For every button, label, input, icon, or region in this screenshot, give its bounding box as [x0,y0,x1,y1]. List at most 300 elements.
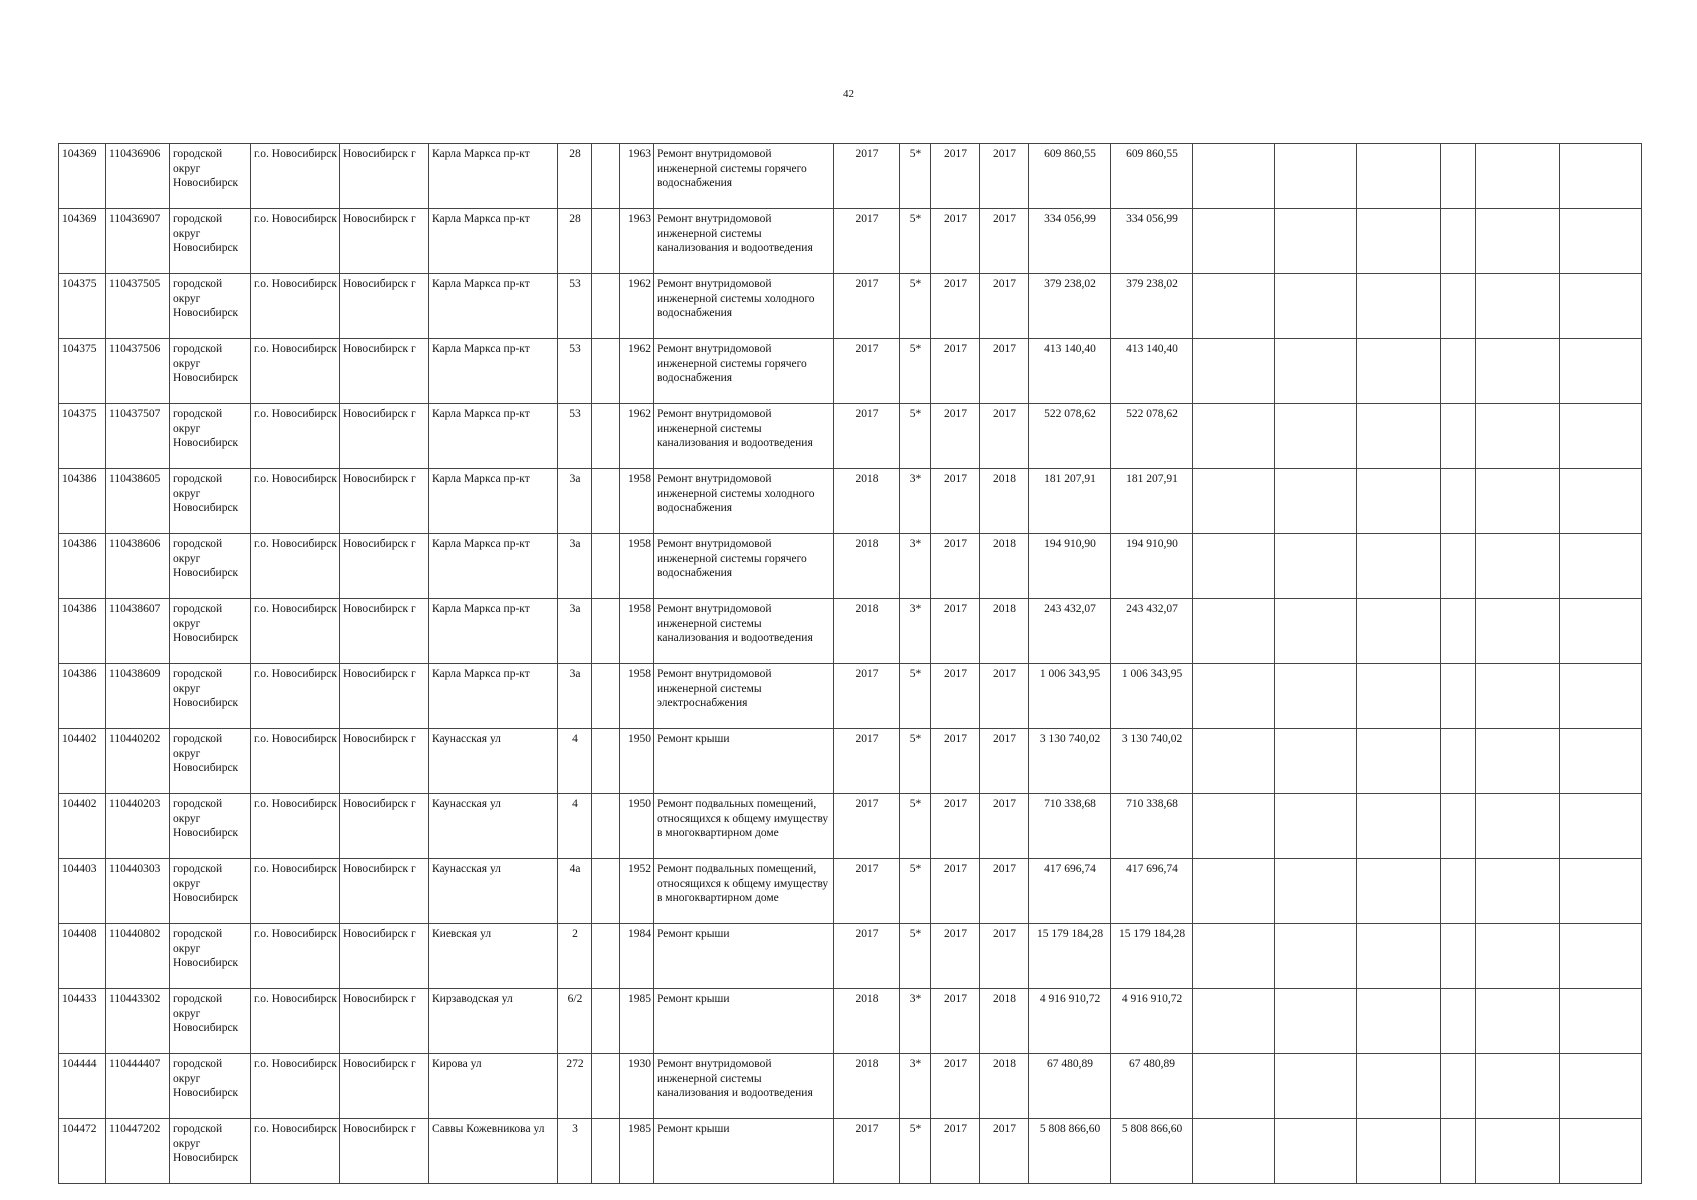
cell-municipality-short: г.о. Новосибирск [251,664,340,729]
cell-empty-col-3 [1357,859,1441,924]
cell-work-id: 110436907 [106,209,170,274]
table-row [59,469,1642,534]
page-number: 42 [843,88,854,100]
cell-work-id: 110438607 [106,599,170,664]
cell-end-year: 2017 [980,339,1029,404]
table-row [59,274,1642,339]
cell-municipality-short: г.о. Новосибирск [251,339,340,404]
cell-record-id: 104386 [59,534,106,599]
cell-start-year: 2017 [931,989,980,1054]
cell-start-year: 2017 [931,274,980,339]
cell-settlement: Новосибирск г [340,924,429,989]
cell-work-id: 110440802 [106,924,170,989]
cell-record-id: 104386 [59,599,106,664]
table-row [59,924,1642,989]
cell-work-type: Ремонт внутридомовой инженерной системы холодного водоснабжения [654,274,834,339]
cell-plan-year: 2018 [834,989,900,1054]
cell-start-year: 2017 [931,1054,980,1119]
cell-empty-col-6 [1560,209,1642,274]
cell-empty-col-1 [1193,469,1275,534]
cell-end-year: 2018 [980,989,1029,1054]
cell-empty-col-4 [1441,729,1476,794]
cell-empty-col-6 [1560,534,1642,599]
cell-house-number: 4 [558,794,592,859]
cell-construction-year: 1950 [620,729,654,794]
cell-start-year: 2017 [931,1119,980,1184]
cell-empty-col-4 [1441,859,1476,924]
table-row [59,209,1642,274]
cell-municipality: городской округ Новосибирск [170,729,251,794]
cell-empty-col-5 [1476,859,1560,924]
cell-municipality-short: г.о. Новосибирск [251,729,340,794]
cell-work-type: Ремонт крыши [654,924,834,989]
cell-settlement: Новосибирск г [340,794,429,859]
cell-municipality-short: г.о. Новосибирск [251,1119,340,1184]
cell-plan-year: 2017 [834,1119,900,1184]
cell-end-year: 2017 [980,794,1029,859]
cell-empty-col-6 [1560,794,1642,859]
cell-street: Каунасская ул [429,794,558,859]
cell-start-year: 2017 [931,339,980,404]
table-row [59,339,1642,404]
cell-building-block [592,404,620,469]
cell-municipality-short: г.о. Новосибирск [251,209,340,274]
cell-end-year: 2018 [980,469,1029,534]
cell-total-cost: 67 480,89 [1029,1054,1111,1119]
cell-building-block [592,599,620,664]
cell-start-year: 2017 [931,534,980,599]
cell-priority: 5* [900,794,931,859]
cell-priority: 3* [900,1054,931,1119]
cell-record-id: 104408 [59,924,106,989]
cell-end-year: 2017 [980,664,1029,729]
cell-empty-col-5 [1476,534,1560,599]
cell-end-year: 2017 [980,859,1029,924]
cell-total-cost: 4 916 910,72 [1029,989,1111,1054]
cell-empty-col-5 [1476,469,1560,534]
cell-priority: 3* [900,469,931,534]
cell-total-cost: 379 238,02 [1029,274,1111,339]
cell-empty-col-3 [1357,1054,1441,1119]
table-row [59,1119,1642,1184]
cell-street: Карла Маркса пр-кт [429,469,558,534]
cell-fund-cost: 609 860,55 [1111,144,1193,209]
cell-construction-year: 1984 [620,924,654,989]
cell-plan-year: 2017 [834,274,900,339]
cell-municipality-short: г.о. Новосибирск [251,534,340,599]
cell-record-id: 104386 [59,664,106,729]
cell-construction-year: 1962 [620,339,654,404]
cell-settlement: Новосибирск г [340,534,429,599]
cell-municipality-short: г.о. Новосибирск [251,404,340,469]
cell-priority: 3* [900,989,931,1054]
cell-total-cost: 609 860,55 [1029,144,1111,209]
cell-priority: 5* [900,729,931,794]
cell-end-year: 2017 [980,209,1029,274]
cell-work-id: 110437507 [106,404,170,469]
cell-empty-col-6 [1560,339,1642,404]
cell-empty-col-3 [1357,469,1441,534]
cell-empty-col-2 [1275,859,1357,924]
cell-construction-year: 1962 [620,404,654,469]
cell-empty-col-2 [1275,1119,1357,1184]
cell-municipality-short: г.о. Новосибирск [251,989,340,1054]
cell-empty-col-5 [1476,1054,1560,1119]
cell-fund-cost: 417 696,74 [1111,859,1193,924]
cell-record-id: 104369 [59,144,106,209]
cell-priority: 5* [900,404,931,469]
cell-priority: 5* [900,339,931,404]
cell-empty-col-4 [1441,274,1476,339]
cell-house-number: 53 [558,339,592,404]
cell-fund-cost: 1 006 343,95 [1111,664,1193,729]
cell-house-number: 272 [558,1054,592,1119]
cell-municipality: городской округ Новосибирск [170,664,251,729]
cell-municipality-short: г.о. Новосибирск [251,469,340,534]
cell-plan-year: 2017 [834,729,900,794]
cell-building-block [592,924,620,989]
cell-house-number: 28 [558,144,592,209]
cell-empty-col-3 [1357,924,1441,989]
cell-priority: 5* [900,209,931,274]
cell-municipality: городской округ Новосибирск [170,339,251,404]
cell-work-type: Ремонт подвальных помещений, относящихся к общему имуществу в многоквартирном доме [654,859,834,924]
cell-fund-cost: 413 140,40 [1111,339,1193,404]
cell-empty-col-1 [1193,339,1275,404]
cell-empty-col-2 [1275,664,1357,729]
cell-work-id: 110440203 [106,794,170,859]
cell-construction-year: 1958 [620,534,654,599]
cell-street: Киевская ул [429,924,558,989]
cell-building-block [592,859,620,924]
cell-house-number: 53 [558,404,592,469]
cell-empty-col-2 [1275,274,1357,339]
cell-empty-col-2 [1275,599,1357,664]
cell-empty-col-5 [1476,599,1560,664]
cell-record-id: 104386 [59,469,106,534]
cell-total-cost: 5 808 866,60 [1029,1119,1111,1184]
cell-empty-col-4 [1441,339,1476,404]
cell-work-id: 110438609 [106,664,170,729]
cell-start-year: 2017 [931,859,980,924]
cell-fund-cost: 4 916 910,72 [1111,989,1193,1054]
cell-construction-year: 1958 [620,469,654,534]
cell-municipality: городской округ Новосибирск [170,924,251,989]
table-row [59,794,1642,859]
cell-municipality: городской округ Новосибирск [170,534,251,599]
cell-work-type: Ремонт внутридомовой инженерной системы электроснабжения [654,664,834,729]
cell-priority: 5* [900,274,931,339]
cell-empty-col-2 [1275,209,1357,274]
cell-work-type: Ремонт внутридомовой инженерной системы горячего водоснабжения [654,534,834,599]
cell-plan-year: 2017 [834,664,900,729]
cell-work-type: Ремонт внутридомовой инженерной системы горячего водоснабжения [654,144,834,209]
cell-work-type: Ремонт крыши [654,729,834,794]
cell-building-block [592,729,620,794]
cell-house-number: 6/2 [558,989,592,1054]
cell-municipality: городской округ Новосибирск [170,1119,251,1184]
cell-plan-year: 2017 [834,924,900,989]
cell-empty-col-4 [1441,209,1476,274]
cell-empty-col-6 [1560,274,1642,339]
table-row [59,599,1642,664]
cell-empty-col-4 [1441,534,1476,599]
cell-empty-col-1 [1193,664,1275,729]
cell-start-year: 2017 [931,404,980,469]
cell-building-block [592,469,620,534]
cell-municipality: городской округ Новосибирск [170,794,251,859]
cell-work-type: Ремонт подвальных помещений, относящихся к общему имуществу в многоквартирном доме [654,794,834,859]
cell-end-year: 2017 [980,729,1029,794]
cell-empty-col-5 [1476,339,1560,404]
cell-start-year: 2017 [931,144,980,209]
cell-municipality-short: г.о. Новосибирск [251,859,340,924]
cell-empty-col-3 [1357,664,1441,729]
register-table-body [59,144,1642,1184]
cell-work-id: 110444407 [106,1054,170,1119]
cell-empty-col-6 [1560,664,1642,729]
cell-empty-col-1 [1193,1054,1275,1119]
cell-end-year: 2018 [980,1054,1029,1119]
cell-settlement: Новосибирск г [340,339,429,404]
cell-settlement: Новосибирск г [340,729,429,794]
cell-municipality: городской округ Новосибирск [170,404,251,469]
cell-record-id: 104403 [59,859,106,924]
cell-empty-col-6 [1560,144,1642,209]
cell-municipality-short: г.о. Новосибирск [251,794,340,859]
cell-work-type: Ремонт внутридомовой инженерной системы горячего водоснабжения [654,339,834,404]
table-row [59,534,1642,599]
cell-plan-year: 2017 [834,209,900,274]
cell-work-type: Ремонт внутридомовой инженерной системы холодного водоснабжения [654,469,834,534]
cell-construction-year: 1962 [620,274,654,339]
cell-empty-col-3 [1357,534,1441,599]
cell-end-year: 2018 [980,599,1029,664]
cell-priority: 3* [900,534,931,599]
cell-plan-year: 2018 [834,469,900,534]
cell-house-number: 53 [558,274,592,339]
cell-house-number: 3а [558,469,592,534]
cell-total-cost: 3 130 740,02 [1029,729,1111,794]
table-row [59,1054,1642,1119]
cell-empty-col-4 [1441,989,1476,1054]
cell-municipality-short: г.о. Новосибирск [251,274,340,339]
cell-construction-year: 1952 [620,859,654,924]
cell-empty-col-2 [1275,729,1357,794]
cell-work-id: 110447202 [106,1119,170,1184]
cell-municipality: городской округ Новосибирск [170,469,251,534]
cell-empty-col-6 [1560,729,1642,794]
cell-fund-cost: 379 238,02 [1111,274,1193,339]
cell-municipality: городской округ Новосибирск [170,989,251,1054]
cell-total-cost: 243 432,07 [1029,599,1111,664]
cell-total-cost: 181 207,91 [1029,469,1111,534]
table-row [59,989,1642,1054]
cell-empty-col-3 [1357,599,1441,664]
cell-fund-cost: 334 056,99 [1111,209,1193,274]
cell-municipality: городской округ Новосибирск [170,859,251,924]
cell-house-number: 3 [558,1119,592,1184]
cell-plan-year: 2017 [834,144,900,209]
cell-priority: 5* [900,859,931,924]
cell-municipality: городской округ Новосибирск [170,274,251,339]
cell-work-id: 110443302 [106,989,170,1054]
cell-total-cost: 413 140,40 [1029,339,1111,404]
cell-settlement: Новосибирск г [340,989,429,1054]
cell-empty-col-4 [1441,1119,1476,1184]
cell-total-cost: 522 078,62 [1029,404,1111,469]
cell-empty-col-3 [1357,1119,1441,1184]
cell-house-number: 28 [558,209,592,274]
cell-work-id: 110437506 [106,339,170,404]
cell-house-number: 3а [558,534,592,599]
cell-street: Кирзаводская ул [429,989,558,1054]
cell-empty-col-1 [1193,599,1275,664]
cell-work-type: Ремонт внутридомовой инженерной системы канализования и водоотведения [654,404,834,469]
cell-empty-col-5 [1476,274,1560,339]
cell-settlement: Новосибирск г [340,859,429,924]
cell-priority: 5* [900,144,931,209]
cell-house-number: 2 [558,924,592,989]
cell-empty-col-2 [1275,469,1357,534]
cell-record-id: 104375 [59,274,106,339]
table-row [59,404,1642,469]
cell-empty-col-6 [1560,859,1642,924]
cell-record-id: 104369 [59,209,106,274]
cell-building-block [592,144,620,209]
cell-empty-col-4 [1441,794,1476,859]
cell-empty-col-5 [1476,924,1560,989]
cell-record-id: 104375 [59,339,106,404]
cell-empty-col-4 [1441,404,1476,469]
cell-empty-col-2 [1275,404,1357,469]
cell-empty-col-1 [1193,534,1275,599]
cell-empty-col-3 [1357,794,1441,859]
cell-empty-col-5 [1476,664,1560,729]
cell-construction-year: 1985 [620,1119,654,1184]
cell-record-id: 104433 [59,989,106,1054]
cell-total-cost: 1 006 343,95 [1029,664,1111,729]
cell-building-block [592,534,620,599]
cell-empty-col-3 [1357,339,1441,404]
cell-plan-year: 2018 [834,534,900,599]
cell-plan-year: 2018 [834,599,900,664]
cell-settlement: Новосибирск г [340,274,429,339]
cell-work-id: 110437505 [106,274,170,339]
cell-building-block [592,274,620,339]
cell-total-cost: 15 179 184,28 [1029,924,1111,989]
cell-work-id: 110440202 [106,729,170,794]
cell-plan-year: 2018 [834,1054,900,1119]
cell-start-year: 2017 [931,794,980,859]
cell-house-number: 3а [558,664,592,729]
cell-end-year: 2018 [980,534,1029,599]
cell-start-year: 2017 [931,924,980,989]
cell-empty-col-4 [1441,664,1476,729]
table-row [59,664,1642,729]
cell-municipality-short: г.о. Новосибирск [251,1054,340,1119]
cell-total-cost: 710 338,68 [1029,794,1111,859]
cell-street: Карла Маркса пр-кт [429,339,558,404]
cell-settlement: Новосибирск г [340,144,429,209]
cell-plan-year: 2017 [834,404,900,469]
cell-empty-col-1 [1193,794,1275,859]
cell-empty-col-1 [1193,274,1275,339]
cell-construction-year: 1963 [620,209,654,274]
cell-house-number: 4 [558,729,592,794]
cell-building-block [592,794,620,859]
cell-construction-year: 1963 [620,144,654,209]
cell-work-id: 110438605 [106,469,170,534]
cell-end-year: 2017 [980,924,1029,989]
cell-empty-col-5 [1476,989,1560,1054]
cell-construction-year: 1958 [620,599,654,664]
cell-empty-col-6 [1560,404,1642,469]
cell-work-id: 110438606 [106,534,170,599]
cell-end-year: 2017 [980,1119,1029,1184]
cell-empty-col-5 [1476,729,1560,794]
cell-empty-col-2 [1275,1054,1357,1119]
cell-empty-col-2 [1275,339,1357,404]
cell-fund-cost: 15 179 184,28 [1111,924,1193,989]
table-row [59,859,1642,924]
cell-empty-col-6 [1560,469,1642,534]
cell-empty-col-3 [1357,209,1441,274]
cell-plan-year: 2017 [834,339,900,404]
cell-start-year: 2017 [931,729,980,794]
cell-empty-col-3 [1357,274,1441,339]
cell-street: Каунасская ул [429,859,558,924]
cell-empty-col-5 [1476,209,1560,274]
cell-start-year: 2017 [931,664,980,729]
cell-empty-col-1 [1193,404,1275,469]
register-table [58,143,1642,1184]
cell-street: Карла Маркса пр-кт [429,534,558,599]
cell-house-number: 4а [558,859,592,924]
cell-settlement: Новосибирск г [340,664,429,729]
cell-municipality-short: г.о. Новосибирск [251,144,340,209]
cell-fund-cost: 3 130 740,02 [1111,729,1193,794]
cell-empty-col-1 [1193,209,1275,274]
cell-building-block [592,664,620,729]
cell-priority: 5* [900,1119,931,1184]
cell-street: Саввы Кожевникова ул [429,1119,558,1184]
cell-work-type: Ремонт крыши [654,1119,834,1184]
cell-fund-cost: 5 808 866,60 [1111,1119,1193,1184]
cell-building-block [592,989,620,1054]
cell-municipality: городской округ Новосибирск [170,209,251,274]
cell-empty-col-4 [1441,1054,1476,1119]
cell-settlement: Новосибирск г [340,1054,429,1119]
cell-street: Карла Маркса пр-кт [429,599,558,664]
cell-empty-col-6 [1560,599,1642,664]
cell-empty-col-2 [1275,794,1357,859]
cell-empty-col-1 [1193,729,1275,794]
cell-empty-col-3 [1357,729,1441,794]
cell-empty-col-5 [1476,144,1560,209]
cell-end-year: 2017 [980,144,1029,209]
cell-work-id: 110440303 [106,859,170,924]
cell-street: Карла Маркса пр-кт [429,209,558,274]
cell-total-cost: 334 056,99 [1029,209,1111,274]
cell-work-id: 110436906 [106,144,170,209]
cell-empty-col-2 [1275,924,1357,989]
cell-street: Кирова ул [429,1054,558,1119]
cell-house-number: 3а [558,599,592,664]
cell-empty-col-3 [1357,989,1441,1054]
cell-empty-col-1 [1193,859,1275,924]
cell-fund-cost: 522 078,62 [1111,404,1193,469]
